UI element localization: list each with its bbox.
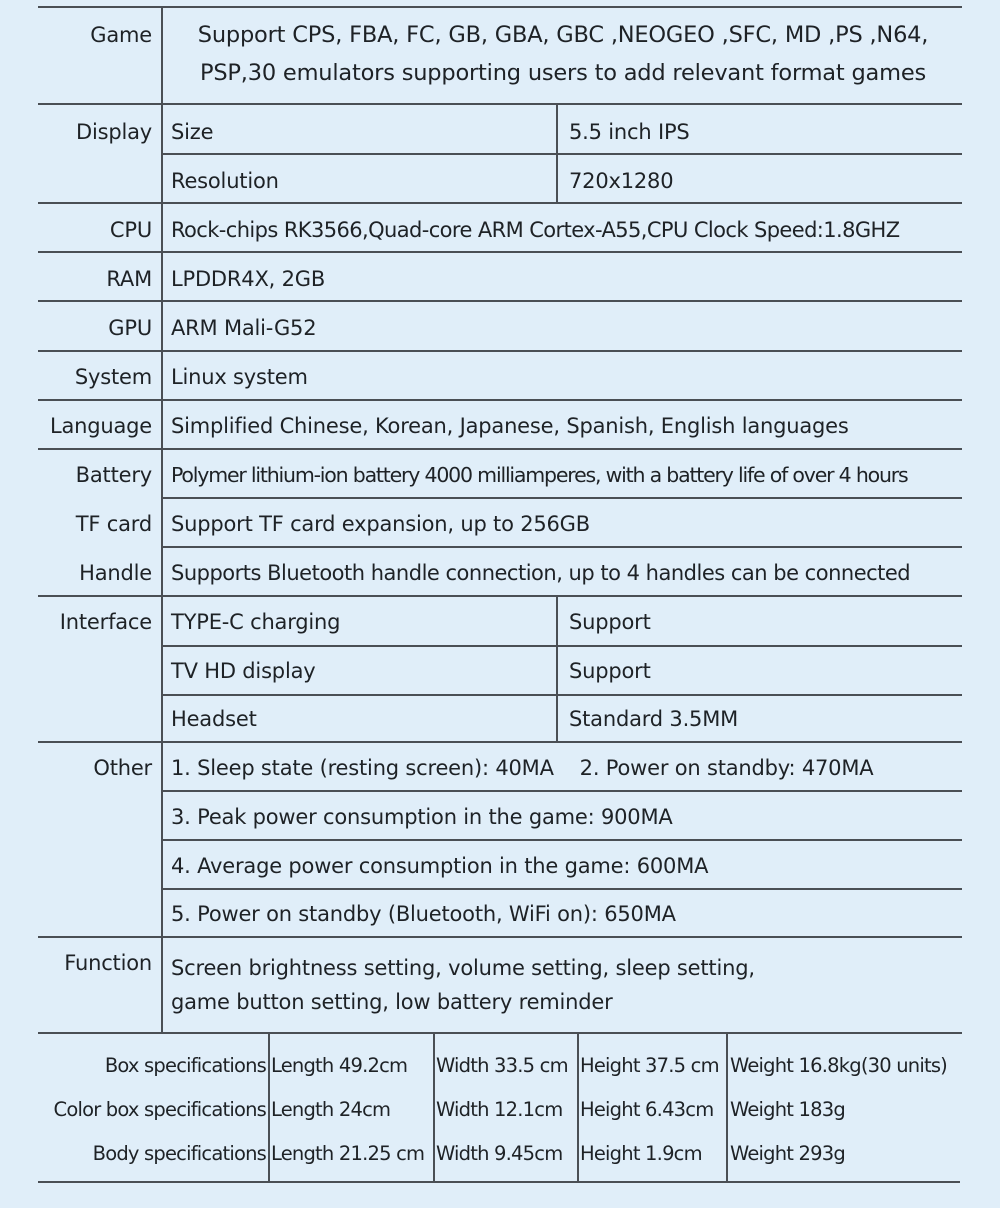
pack-height-body: Height 1.9cm (580, 1142, 702, 1165)
label-ram: RAM (106, 267, 152, 291)
value-ram: LPDDR4X, 2GB (171, 267, 326, 291)
pack-length-body: Length 21.25 cm (271, 1142, 425, 1165)
rule-display-mid (162, 153, 962, 155)
rule-display-bottom (38, 202, 962, 204)
interface-value-tv: Support (569, 659, 651, 683)
rule-interface-bottom (38, 741, 962, 743)
pack-width-color-box: Width 12.1cm (436, 1098, 563, 1121)
rule-ram-bottom (38, 300, 962, 302)
label-gpu: GPU (108, 316, 152, 340)
label-other: Other (93, 756, 152, 780)
value-battery: Polymer lithium-ion battery 4000 milliamperes, with a battery life of over 4 hours (171, 463, 908, 487)
label-interface: Interface (59, 610, 152, 634)
rule-other-3 (162, 888, 962, 890)
pack-weight-box: Weight 16.8kg(30 units) (730, 1054, 947, 1077)
rule-interface-1 (162, 645, 962, 647)
rule-function-bottom (38, 1032, 962, 1034)
label-battery: Battery (75, 463, 152, 487)
label-function: Function (64, 951, 152, 975)
pack-label-color-box: Color box specifications (53, 1098, 266, 1121)
label-tf-card: TF card (75, 512, 152, 536)
rule-display-divider (556, 103, 558, 204)
value-language: Simplified Chinese, Korean, Japanese, Spanish, English languages (171, 414, 849, 438)
pack-weight-body: Weight 293g (730, 1142, 845, 1165)
function-line-2: game button setting, low battery reminder (171, 990, 613, 1014)
value-gpu: ARM Mali-G52 (171, 316, 317, 340)
rule-label-divider (161, 6, 163, 1034)
pack-height-box: Height 37.5 cm (580, 1054, 719, 1077)
interface-value-typec: Support (569, 610, 651, 634)
value-system: Linux system (171, 365, 308, 389)
rule-gpu-bottom (38, 350, 962, 352)
rule-cpu-bottom (38, 251, 962, 253)
label-system: System (74, 365, 152, 389)
interface-key-tv: TV HD display (171, 659, 316, 683)
other-line-1: 1. Sleep state (resting screen): 40MA 2. Power on standby: 470MA (171, 756, 874, 780)
display-key-resolution: Resolution (171, 169, 279, 193)
pack-label-box: Box specifications (104, 1054, 266, 1077)
value-game-line2: PSP,30 emulators supporting users to add relevant format games (199, 60, 927, 86)
value-game (164, 16, 962, 92)
rule-other-1 (162, 790, 962, 792)
pack-height-color-box: Height 6.43cm (580, 1098, 714, 1121)
value-game-line1: Support CPS, FBA, FC, GB, GBA, GBC ,NEOGEO ,SFC, MD ,PS ,N64, (197, 22, 929, 48)
rule-tfcard-bottom (162, 546, 962, 548)
label-language: Language (49, 414, 152, 438)
pack-length-color-box: Length 24cm (271, 1098, 391, 1121)
rule-interface-divider (556, 595, 558, 743)
rule-top (38, 6, 962, 8)
rule-other-2 (162, 839, 962, 841)
rule-battery-bottom (162, 497, 962, 499)
rule-handle-bottom (38, 595, 962, 597)
pack-weight-color-box: Weight 183g (730, 1098, 845, 1121)
rule-pack-col-1 (268, 1033, 270, 1183)
display-value-resolution: 720x1280 (569, 169, 674, 193)
interface-key-headset: Headset (171, 707, 257, 731)
interface-key-typec: TYPE-C charging (171, 610, 341, 634)
rule-language-bottom (38, 448, 962, 450)
pack-length-box: Length 49.2cm (271, 1054, 408, 1077)
rule-interface-2 (162, 694, 962, 696)
pack-label-body: Body specifications (92, 1142, 266, 1165)
rule-game-bottom (38, 103, 962, 105)
value-cpu: Rock-chips RK3566,Quad-core ARM Cortex-A55,CPU Clock Speed:1.8GHZ (171, 218, 900, 242)
label-handle: Handle (79, 561, 152, 585)
rule-pack-col-4 (726, 1033, 728, 1183)
other-line-4: 5. Power on standby (Bluetooth, WiFi on): 650MA (171, 902, 676, 926)
rule-packaging-bottom (38, 1181, 960, 1183)
display-key-size: Size (171, 120, 214, 144)
value-tf-card: Support TF card expansion, up to 256GB (171, 512, 590, 536)
rule-other-bottom (38, 936, 962, 938)
pack-width-box: Width 33.5 cm (436, 1054, 568, 1077)
other-line-2: 3. Peak power consumption in the game: 900MA (171, 805, 673, 829)
interface-value-headset: Standard 3.5MM (569, 707, 739, 731)
other-line-3: 4. Average power consumption in the game: 600MA (171, 854, 709, 878)
rule-system-bottom (38, 399, 962, 401)
pack-width-body: Width 9.45cm (436, 1142, 563, 1165)
rule-pack-col-3 (577, 1033, 579, 1183)
label-display: Display (75, 120, 152, 144)
value-handle: Supports Bluetooth handle connection, up to 4 handles can be connected (171, 561, 911, 585)
label-cpu: CPU (109, 218, 152, 242)
display-value-size: 5.5 inch IPS (569, 120, 690, 144)
label-game: Game (90, 23, 152, 47)
rule-pack-col-2 (433, 1033, 435, 1183)
function-line-1: Screen brightness setting, volume setting, sleep setting, (171, 956, 755, 980)
